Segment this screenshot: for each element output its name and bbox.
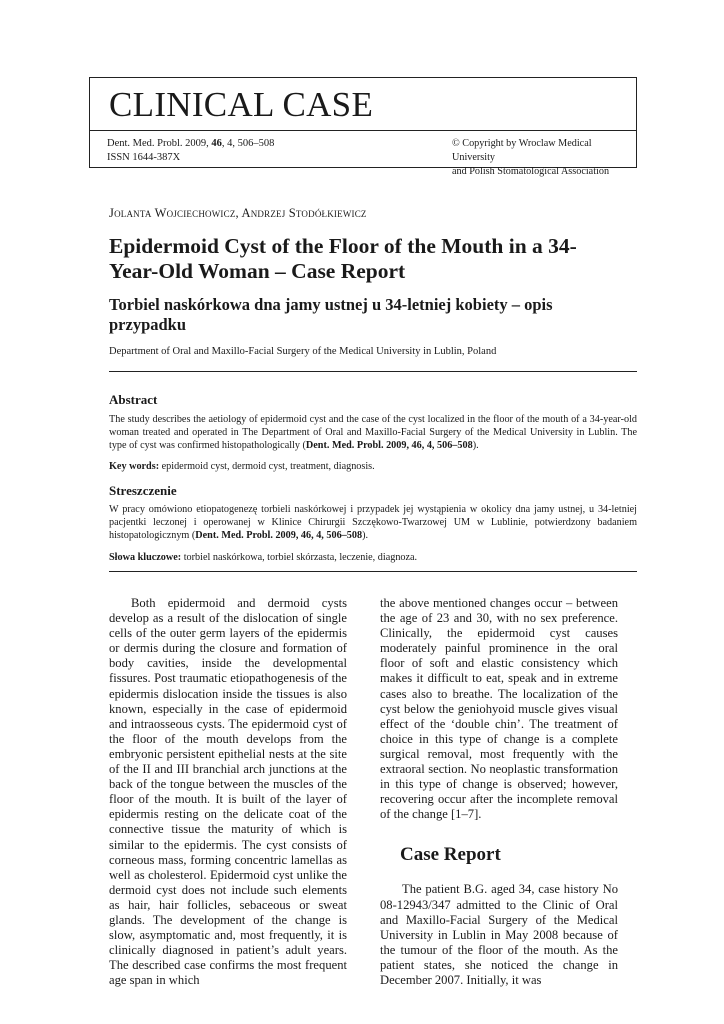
case-report-paragraph: The patient B.G. aged 34, case history No 08-12943/347 admitted to the Clinic of Oral and Maxillo-Facial Surgery of the Medical University in Lublin in May 2008 because of the tumour of the floor of the mouth. As the patient states, she noticed the change in December 2007. Initially, it was [380, 882, 618, 987]
article-title: Epidermoid Cyst of the Floor of the Mouth in a 34-Year-Old Woman – Case Report [109, 234, 577, 283]
affiliation: Department of Oral and Maxillo-Facial Surgery of the Medical University in Lublin, Poland [109, 346, 497, 357]
issn: ISSN 1644-387X [107, 152, 181, 163]
copyright-notice: © Copyright by Wroclaw Medical University and Polish Stomatological Association [452, 138, 610, 177]
section-label: CLINICAL CASE [109, 85, 374, 124]
streszczenie-text: W pracy omówiono etiopatogenezę torbieli naskórkowej i przypadek jej wystąpienia w okolicy dna jamy ustnej, u 34-letniej pacjentki leczonej i operowanej w Klinice Chirurgii Szczękowo-Twarzowej UM w Lublinie, potwierdzony badaniem histopatologicznym (Dent. Med. Probl. 2009, 46, 4, 506–508). [109, 504, 637, 542]
body-left-column [109, 596, 347, 988]
intro-paragraph-continued: the above mentioned changes occur – between the age of 23 and 30, with no sex preference. Clinically, the epidermoid cyst causes moderately painful prominence in the oral floor of soft and elastic consistency which makes it difficult to eat, speak and in extreme cases also to breathe. The localization of the cyst below the geniohyoid muscle gives visual effect of the ‘double chin’. The treatment of choice in this type of change is a complete surgical removal, most frequently with the extraoral section. No neoplastic transformation in this type of change is observed; however, recovering occur after the incomplete removal of the change [1–7]. [380, 596, 618, 822]
journal-header-box [89, 77, 637, 177]
slowa-kluczowe: Słowa kluczowe: torbiel naskórkowa, torbiel skórzasta, leczenie, diagnoza. [109, 552, 418, 563]
case-report-heading: Case Report [400, 844, 501, 866]
authors: Jolanta Wojciechowicz, Andrzej Stodółkiewicz [109, 206, 367, 220]
abstract-heading: Abstract [109, 392, 158, 407]
top-divider [109, 371, 637, 372]
header-divider [90, 130, 636, 131]
bottom-divider [109, 571, 637, 572]
key-words: Key words: epidermoid cyst, dermoid cyst, treatment, diagnosis. [109, 461, 375, 472]
streszczenie-heading: Streszczenie [109, 483, 177, 498]
intro-paragraph: Both epidermoid and dermoid cysts develop as a result of the dislocation of single cells of the outer germ layers of the epidermis or dermis during the closure and formation of body cavities, inside the developmental fissures. Post traumatic etiopathogenesis of the epidermis dislocation inside the tissues is also known, especially in the case of epidermoid and intraosseous cysts. The epidermoid cyst of the floor of the mouth develops from the embryonic persistent epithelial nests at the site of the II and III branchial arch junctions at the back of the tongue between the muscles of the floor of the mouth. It is built of the layer of epidermis resting on the delicate coat of the connective tissue the maturity of which is similar to the epidermis. The cyst consists of corneous mass, forming concentric lamellas as well as cholesterol. Epidermoid cyst unlike the dermoid cyst does not include such elements as hair, hair follicles, sebaceous or sweat glands. The development of the change is slow, asymptomatic and, most frequently, it is clinically diagnosed in patient’s adult years. The described case confirms the most frequent age span in which [109, 596, 347, 988]
body-right-column [380, 596, 618, 988]
article-title-polish: Torbiel naskórkowa dna jamy ustnej u 34-letniej kobiety – opis przypadku [109, 295, 553, 334]
abstract-text: The study describes the aetiology of epidermoid cyst and the case of the cyst localized in the floor of the mouth of a 34-year-old woman treated and operated in The Department of Oral and Maxillo-Facial Surgery of the Medical University in Lublin. The type of cyst was confirmed histopathologically (Dent. Med. Probl. 2009, 46, 4, 506–508). [109, 414, 637, 452]
journal-citation: Dent. Med. Probl. 2009, 46, 4, 506–508 ISSN 1644-387X [107, 138, 275, 163]
